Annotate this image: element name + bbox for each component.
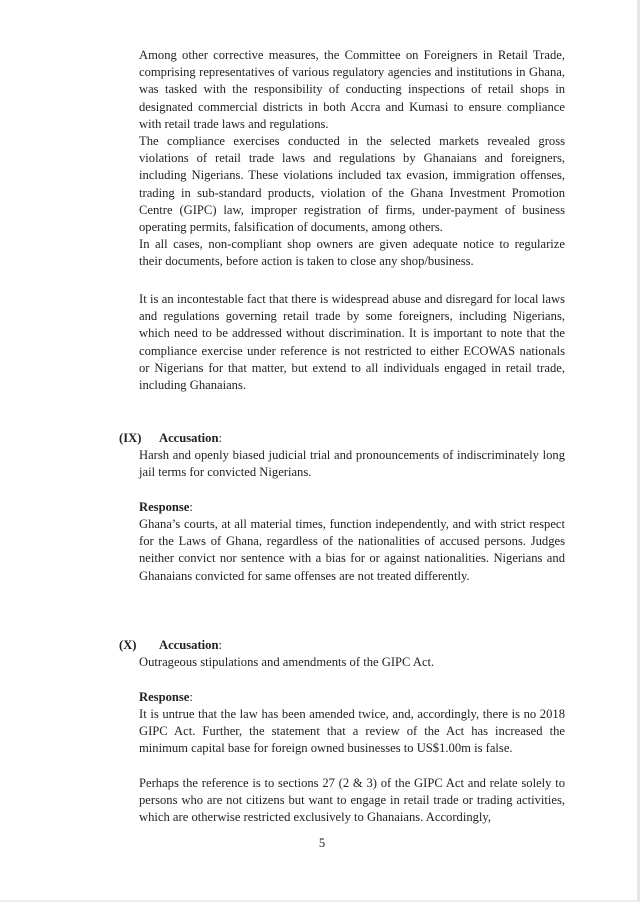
intro-block [139,47,565,271]
section-x-accusation-label: Accusation [159,638,219,652]
section-ix-accusation-label: Accusation [159,431,219,445]
section-x-accusation-block [139,654,565,671]
section-ix-accusation-colon: : [218,431,222,445]
intro-paragraph-3: In all cases, non-compliant shop owners are given adequate notice to regularize their documents, before action is taken to close any shop/business. [139,237,565,269]
section-x-response-label: Response [139,690,190,704]
section-ix-number: (IX) [119,431,142,445]
section-x-response-block [139,706,565,758]
section-x-followup-block [139,775,565,827]
section-ix-response-text: Ghana’s courts, at all material times, function independently, and with strict respect for the Laws of Ghana, regardless of the nationalities of accused persons. Judges neither convict nor sentence with a bias for or against nationalities. Nigerians and Ghanaians convicted for same offenses are not treated differently. [139,517,565,583]
section-ix-accusation-text: Harsh and openly biased judicial trial and pronouncements of indiscriminately long jail terms for convicted Nigerians. [139,448,565,480]
intro-paragraph-4: It is an incontestable fact that there is widespread abuse and disregard for local laws and regulations governing retail trade by some foreigners, including Nigerians, which need to be addressed without discrimination. It is important to note that the compliance exercise under reference is not restricted to either ECOWAS nationals or Nigerians for that matter, but extend to all individuals engaged in retail trade, including Ghanaians. [139,292,565,393]
section-ix-response-label: Response [139,500,190,514]
intro-paragraph-1: Among other corrective measures, the Committee on Foreigners in Retail Trade, comprising representatives of various regulatory agencies and institutions in Ghana, was tasked with the responsibility of conducting inspections of retail shops in designated commercial districts in both Accra and Kumasi to ensure compliance with retail trade laws and regulations. [139,48,565,131]
section-x-followup-text: Perhaps the reference is to sections 27 (2 & 3) of the GIPC Act and relate solely to persons who are not citizens but want to engage in retail trade or trading activities, which are otherwise restricted exclusively to Ghanaians. Accordingly, [139,776,565,825]
section-ix-accusation-block [139,447,565,481]
section-x-accusation-text: Outrageous stipulations and amendments of the GIPC Act. [139,655,435,669]
section-x-response-text: It is untrue that the law has been amended twice, and, accordingly, there is no 2018 GIPC Act. Further, the statement that a review of the Act has increased the minimum capital base for foreign owned businesses to US$1.00m is false. [139,707,565,756]
section-x-number: (X) [119,638,137,652]
section-x-response-colon: : [189,690,193,704]
intro-paragraph-4-block [139,291,565,394]
intro-paragraph-2: The compliance exercises conducted in the selected markets revealed gross violations of retail trade laws and regulations by Ghanaians and foreigners, including Nigerians. These violations included tax evasion, immigration offenses, trading in sub-standard products, violation of the Ghana Investment Promotion Centre (GIPC) law, improper registration of firms, under-payment of business operating permits, falsification of documents, among others. [139,134,565,235]
section-ix-response-block [139,516,565,585]
section-x-accusation-colon: : [218,638,222,652]
section-ix-response-heading [139,499,193,516]
section-x-heading [119,637,222,654]
section-x-response-heading [139,689,193,706]
page-number: 5 [318,836,326,850]
section-ix-response-colon: : [189,500,193,514]
section-ix-heading [119,430,222,447]
